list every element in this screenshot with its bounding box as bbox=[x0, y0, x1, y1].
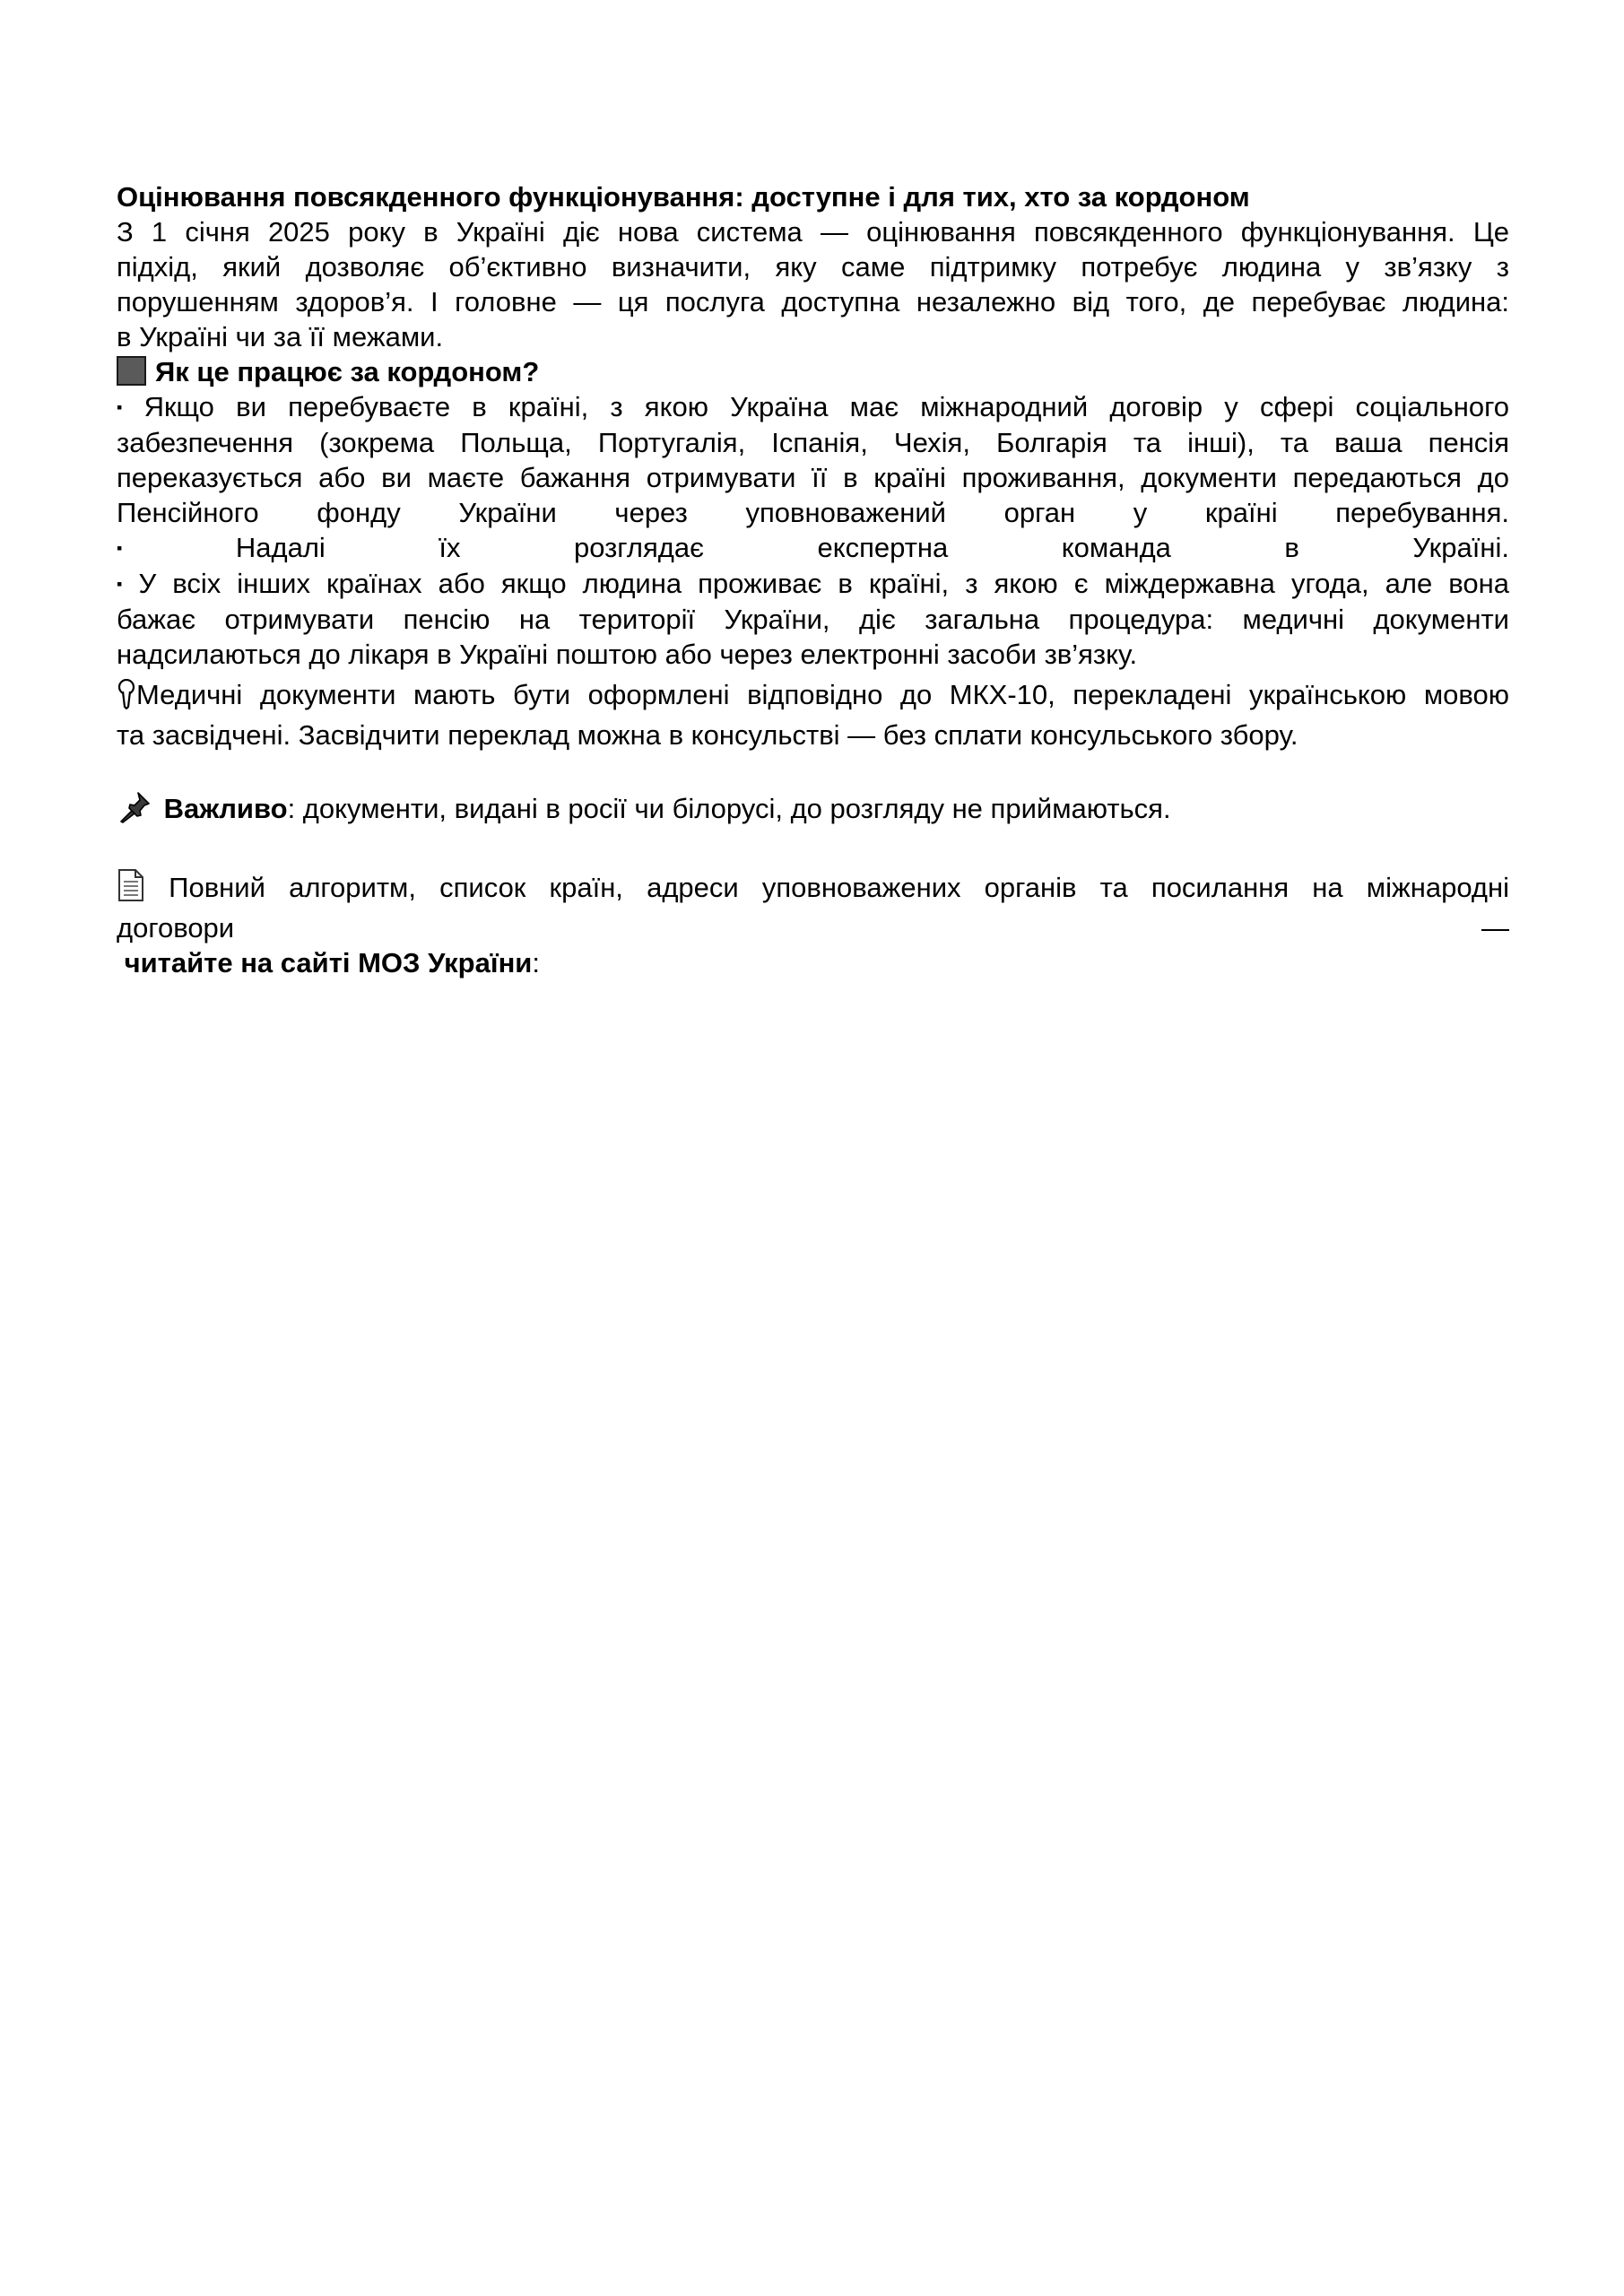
important-line bbox=[117, 789, 1509, 831]
footer-colon: : bbox=[532, 947, 540, 978]
footer-line-3 bbox=[117, 945, 1509, 980]
intro-line-2: підхід, який дозволяє об’єктивно визначити, яку саме підтримку потребує людина у зв’язку з bbox=[117, 251, 1509, 283]
bullet-1-line-2: забезпечення (зокрема Польща, Португалія, Іспанія, Чехія, Болгарія та інші), та ваша пенсія bbox=[117, 427, 1509, 458]
important-text: : документи, видані в росії чи білорусі, до розгляду не приймаються. bbox=[287, 793, 1171, 824]
note-text-1: Медичні документи мають бути оформлені відповідно до МКХ-10, перекладені українською мовою bbox=[136, 679, 1509, 710]
intro-line-3: порушенням здоров’я. І головне — ця послуга доступна незалежно від того, де перебуває людина: bbox=[117, 286, 1509, 317]
bullet-1-text-1: Якщо ви перебуваєте в країні, з якою Україна має міжнародний договір у сфері соціального bbox=[143, 391, 1509, 422]
bullet-2-word: експертна bbox=[817, 532, 949, 563]
pin-icon bbox=[117, 679, 136, 718]
bullet-2-word: розглядає bbox=[573, 532, 704, 563]
bullet-2-word: Україні. bbox=[1412, 532, 1509, 563]
intro-line-4: в Україні чи за її межами. bbox=[117, 321, 444, 352]
bullet-2-word: їх bbox=[439, 532, 461, 563]
bullet-3-line-2: бажає отримувати пенсію на території України, діє загальна процедура: медичні документи bbox=[117, 604, 1509, 635]
footer-text-1: Повний алгоритм, список країн, адреси уповноважених органів та посилання на міжнародні bbox=[169, 872, 1509, 903]
bullet-3-line-1 bbox=[117, 566, 1509, 602]
bullet-2-word: команда bbox=[1061, 532, 1171, 563]
intro-line-1: З 1 січня 2025 року в Україні діє нова система — оцінювання повсякденного функціонування. Це bbox=[117, 216, 1509, 248]
bullet-1-line-4: Пенсійного фонду України через уповноважений орган у країні перебування. bbox=[117, 497, 1509, 528]
document-icon bbox=[117, 868, 145, 910]
bullet-2-line bbox=[117, 530, 1509, 566]
note-line-2: та засвідчені. Засвідчити переклад можна в консульстві — без сплати консульського збору. bbox=[117, 719, 1298, 751]
document-title: Оцінювання повсякденного функціонування: доступне і для тих, хто за кордоном bbox=[117, 181, 1250, 213]
note-line-1 bbox=[117, 677, 1509, 718]
bullet-marker: ▪ bbox=[117, 539, 123, 557]
document-body bbox=[117, 179, 1509, 980]
bullet-3-line-3: надсилаються до лікаря в Україні поштою або через електронні засоби зв’язку. bbox=[117, 639, 1138, 670]
bullet-1-line-1 bbox=[117, 389, 1509, 425]
footer-line-1 bbox=[117, 868, 1509, 910]
moz-link[interactable]: читайте на сайті МОЗ України bbox=[124, 947, 533, 978]
bullet-1-line-3: переказується або ви маєте бажання отримувати її в країні проживання, документи передаються до bbox=[117, 462, 1509, 493]
bullet-2-text bbox=[236, 532, 1509, 563]
spacer bbox=[117, 752, 1509, 789]
important-label: Важливо bbox=[163, 793, 288, 824]
pushpin-icon bbox=[117, 789, 156, 831]
section-heading: Як це працює за кордоном? bbox=[155, 356, 540, 387]
footer-dash: — bbox=[1481, 912, 1509, 944]
spacer bbox=[117, 831, 1509, 868]
bullet-marker: ▪ bbox=[117, 575, 123, 593]
bullet-3-text-1: У всіх інших країнах або якщо людина проживає в країні, з якою є міждержавна угода, але вона bbox=[138, 568, 1509, 599]
bullet-2-word: Надалі bbox=[235, 532, 326, 563]
footer-line-2 bbox=[117, 910, 1509, 945]
footer-text-2: договори bbox=[117, 912, 235, 944]
bullet-marker: ▪ bbox=[117, 398, 123, 416]
bullet-2-word: в bbox=[1284, 532, 1299, 563]
square-icon bbox=[117, 356, 146, 386]
section-heading-row bbox=[117, 354, 1509, 389]
